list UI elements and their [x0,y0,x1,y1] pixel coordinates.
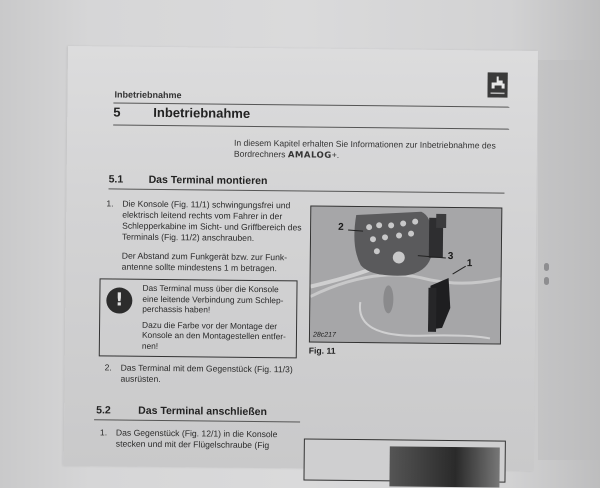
warning-paragraph: Das Terminal muss über die Konsole eine leitende Verbindung zum Schlep-perchassis haben! [142,282,284,315]
figure-image-id: 28c217 [312,331,336,339]
facing-page [538,60,600,460]
warning-box [99,278,298,358]
figure-11-image [309,206,502,345]
section-number: 5.2 [96,404,111,417]
figure-12-photo [389,446,499,487]
chapter-rule [113,124,509,129]
figure-12-image [303,438,505,482]
step-text: Das Gegenstück (Fig. 12/1) in die Konsole stecken und mit der Flügelschraube (Fig [115,427,278,451]
warning-text [142,283,293,358]
section-rule [109,188,505,193]
brand-suffix: +. [331,149,340,160]
binding-hole [544,263,549,271]
intro-text-2: Bordrechners [233,148,288,160]
section-number: 5.1 [108,173,124,186]
step-item [104,362,314,388]
step-number: 1. [106,198,114,209]
intro-text: In diesem Kapitel erhalten Sie Informationen zur Inbetriebnahme des [233,137,496,151]
brand-name: AMALOG [287,150,332,161]
manual-page [64,46,538,471]
section-rule [94,419,300,422]
chapter-number: 5 [113,104,121,120]
figure-caption: Fig. 11 [308,345,336,356]
callout-3: 3 [447,250,454,263]
section-title: Das Terminal montieren [148,173,268,188]
step-text: Die Konsole (Fig. 11/1) schwingungsfrei und elektrisch leitend rechts vom Fahrer in der Schlepperkabine im Sicht- und Griffbereich des Terminals (Fig. 11/2) anschrauben. [121,198,302,243]
callout-1: 1 [466,258,473,270]
step-number: 2. [104,362,112,373]
step-text: Das Terminal mit dem Gegenstück (Fig. 11/3) ausrüsten. [120,362,293,384]
step-item [106,198,317,280]
running-head: Inbetriebnahme [114,89,182,101]
exclamation-icon: ! [106,287,132,313]
step-number: 1. [99,427,108,438]
step-note: Der Abstand zum Funkgerät bzw. zur Funk-antenne sollte mindestens 1 m betragen. [121,250,288,274]
warning-paragraph: Dazu die Farbe vor der Montage der Konsole an den Montagestellen entfer-nen! [141,319,286,351]
callout-2: 2 [338,221,344,233]
step-item [100,427,305,455]
amazone-logo-icon [487,72,507,97]
chapter-intro [234,138,534,164]
section-title: Das Terminal anschließen [138,404,268,419]
binding-hole [544,277,549,285]
chapter-title: Inbetriebnahme [153,104,251,121]
